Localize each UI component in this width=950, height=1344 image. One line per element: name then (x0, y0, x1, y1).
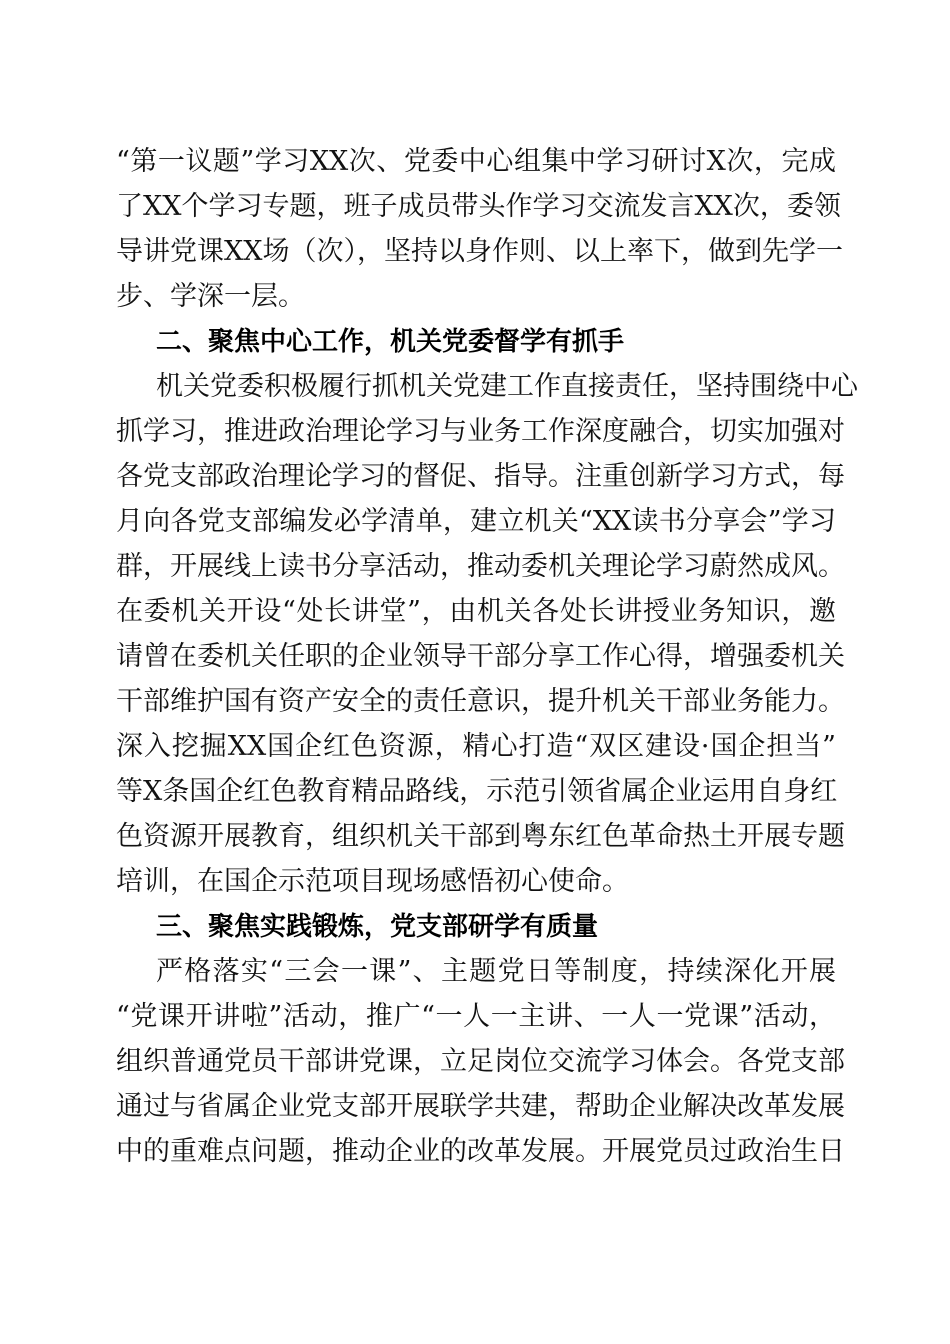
paragraph-3-line-4: 通过与省属企业党支部开展联学共建，帮助企业解决改革发展 (116, 1091, 845, 1122)
paragraph-2-line-10: 等X条国企红色教育精品路线，示范引领省属企业运用自身红 (116, 776, 838, 807)
paragraph-1-line-3: 导讲党课XX场（次），坚持以身作则、以上率下，做到先学一 (116, 236, 843, 267)
section-heading-3: 三、聚焦实践锻炼，党支部研学有质量 (156, 912, 599, 942)
paragraph-2-line-11: 色资源开展教育，组织机关干部到粤东红色革命热土开展专题 (116, 821, 845, 852)
paragraph-2-line-9: 深入挖掘XX国企红色资源，精心打造“双区建设·国企担当” (116, 731, 836, 762)
paragraph-3-line-5: 中的重难点问题，推动企业的改革发展。开展党员过政治生日 (116, 1136, 845, 1167)
paragraph-2-line-3: 各党支部政治理论学习的督促、指导。注重创新学习方式，每 (116, 461, 845, 492)
paragraph-3-line-1: 严格落实“三会一课”、主题党日等制度，持续深化开展 (156, 956, 836, 987)
paragraph-2-line-4: 月向各党支部编发必学清单，建立机关“XX读书分享会”学习 (116, 506, 836, 537)
paragraph-2-line-2: 抓学习，推进政治理论学习与业务工作深度融合，切实加强对 (116, 416, 845, 447)
paragraph-1-line-1: “第一议题”学习XX次、党委中心组集中学习研讨X次，完成 (116, 146, 836, 177)
paragraph-2-line-12: 培训，在国企示范项目现场感悟初心使命。 (116, 866, 629, 897)
paragraph-3-line-2: “党课开讲啦”活动，推广“一人一主讲、一人一党课”活动， (116, 1001, 836, 1032)
paragraph-2-line-8: 干部维护国有资产安全的责任意识，提升机关干部业务能力。 (116, 686, 845, 717)
paragraph-2-line-6: 在委机关开设“处长讲堂”，由机关各处长讲授业务知识，邀 (116, 596, 836, 627)
paragraph-1-line-2: 了XX个学习专题，班子成员带头作学习交流发言XX次，委领 (116, 191, 841, 222)
paragraph-1-line-4: 步、学深一层。 (116, 281, 305, 312)
paragraph-2-line-5: 群，开展线上读书分享活动，推动委机关理论学习蔚然成风。 (116, 551, 845, 582)
paragraph-2-line-1: 机关党委积极履行抓机关党建工作直接责任，坚持围绕中心 (156, 371, 858, 402)
section-heading-2: 二、聚焦中心工作，机关党委督学有抓手 (156, 327, 625, 357)
paragraph-2-line-7: 请曾在委机关任职的企业领导干部分享工作心得，增强委机关 (116, 641, 845, 672)
paragraph-3-line-3: 组织普通党员干部讲党课，立足岗位交流学习体会。各党支部 (116, 1046, 845, 1077)
